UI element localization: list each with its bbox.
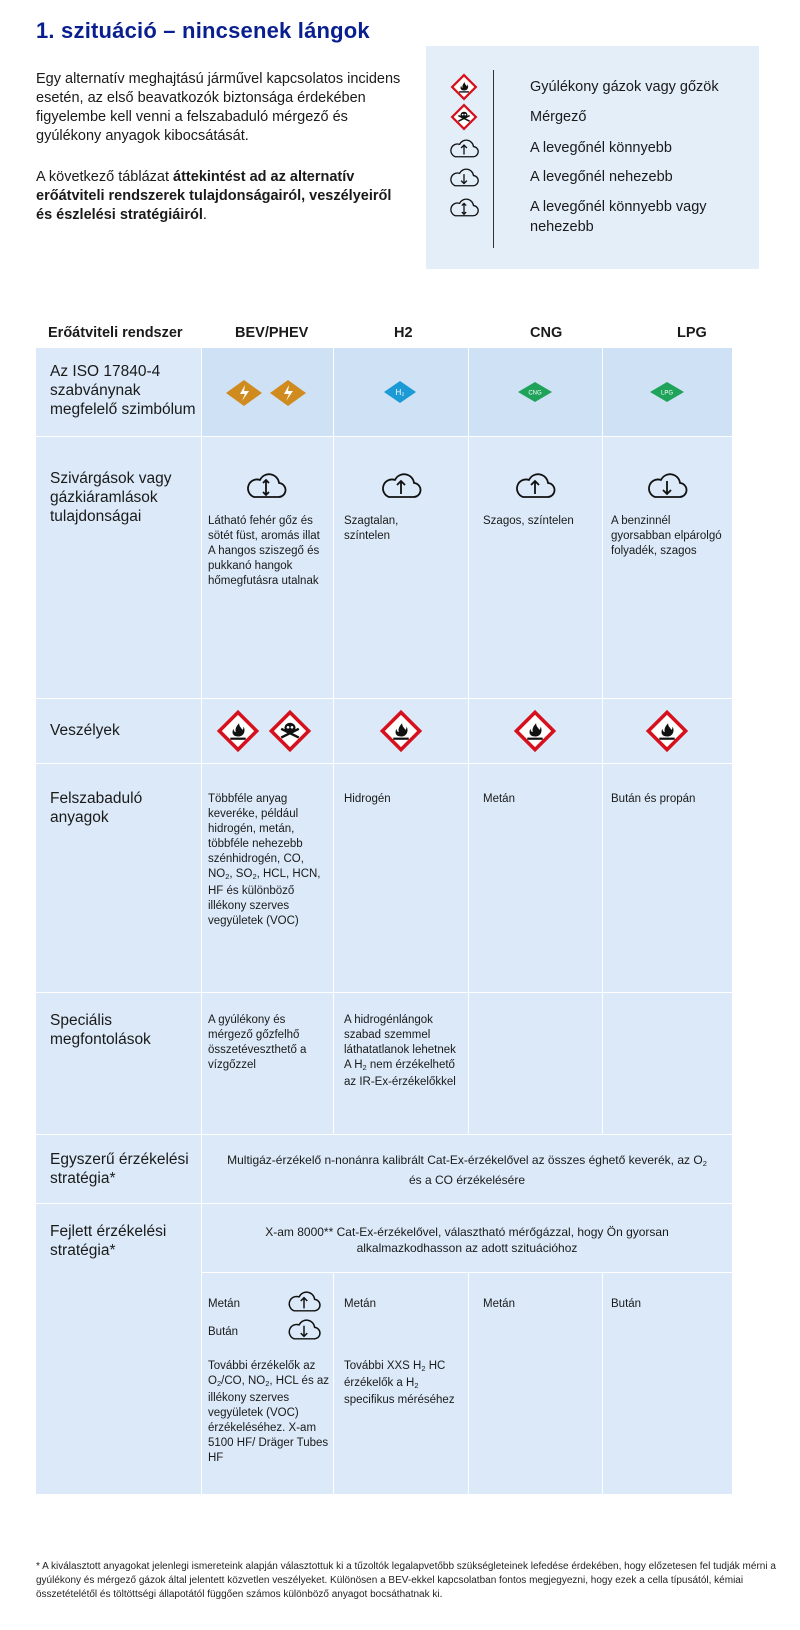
cloud-arrow-down-icon (286, 1315, 322, 1343)
toxic-hazard-icon (268, 709, 312, 753)
special-cell-cng (469, 993, 602, 1134)
legend-item-toxic: Mérgező (448, 104, 480, 130)
legend-item-heavier: A levegőnél nehezebb (448, 164, 480, 190)
label-cell-advanced: Fejlett érzékelési stratégia* (36, 1204, 201, 1494)
advanced-cell-h2: Metán További XXS $H_2$ HC érzékelők a $H_2$ specifikus méréséhez (334, 1273, 468, 1494)
legend-box (426, 46, 759, 269)
label-cell-simple: Egyszerű érzékelési stratégia* (36, 1135, 201, 1203)
legend-divider (493, 70, 494, 248)
advanced-cell-bev: Metán Bután További érzékelők az $O_2/CO$, $NO_2$, HCL és az illékony szerves vegyületek (VOC) érzékeléséhez. X-am 5100 HF/ Dräger Tubes HF (202, 1273, 333, 1494)
cloud-arrow-updown-icon (448, 194, 480, 220)
page-title: 1. szituáció – nincsenek lángok (36, 18, 370, 43)
flammable-hazard-icon (216, 709, 260, 753)
symbol-cell-lpg (603, 348, 732, 436)
props-cell-bev: Látható fehér gőz és sötét füst, aromás illat A hangos sziszegő és pukkanó hangok hőmegfutásra utalnak (202, 437, 333, 698)
bev-symbol-icon (224, 378, 312, 408)
svg-text:H₂: H₂ (395, 388, 405, 397)
label-cell-symbol: Az ISO 17840-4 szabványnak megfelelő szimbólum (36, 348, 201, 436)
header-lpg: LPG (677, 325, 707, 341)
cloud-arrow-down-icon (645, 469, 689, 501)
props-cell-h2: Szagtalan, színtelen (334, 437, 468, 698)
h2-symbol-icon (383, 380, 417, 404)
simple-strategy-cell: Multigáz-érzékelő n-nonánra kalibrált Cat-Ex-érzékelővel az összes éghető keverék, az $O_2$ és a CO érzékelésére (202, 1135, 732, 1203)
header-cng: CNG (530, 325, 563, 341)
header-h2: H2 (394, 325, 413, 341)
svg-text:CNG: CNG (528, 390, 542, 397)
svg-text:LPG: LPG (660, 390, 674, 397)
header-bev-phev: BEV/PHEV (235, 325, 309, 341)
hazards-cell-bev (202, 699, 333, 763)
label-cell-released: Felszabaduló anyagok (36, 764, 201, 992)
advanced-cell-cng: Metán (469, 1273, 602, 1494)
intro-text (36, 70, 406, 247)
label-cell-special: Speciális megfontolások (36, 993, 201, 1134)
advanced-strategy-cell: X-am 8000** Cat-Ex-érzékelővel, választható mérőgázzal, hogy Ön gyorsan alkalmazkodhasson az adott szituációhoz (202, 1204, 732, 1272)
intro-paragraph-1: Egy alternatív meghajtású járművel kapcsolatos incidens esetén, az első beavatkozók biztonsága érdekében figyelembe kell venni a felszabaduló mérgező és gyúlékony anyagok kibocsátását. (36, 71, 401, 144)
released-cell-lpg: Bután és propán (603, 764, 732, 992)
symbol-cell-cng (469, 348, 602, 436)
props-cell-lpg: A benzinnél gyorsabban elpárolgó folyadék, szagos (603, 437, 732, 698)
cng-symbol-icon (517, 380, 553, 404)
hazards-cell-cng (469, 699, 602, 763)
released-cell-cng: Metán (469, 764, 602, 992)
footnote: * A kiválasztott anyagokat jelenlegi ismereteink alapján választottuk ki a tűzoltók legalapvetőbb szükségleteinek lefedése érdekében, hogy előzetesen fel tudják mérni a gyúlékony és mérgező gázok által jelentett közvetlen veszélyeket. Különösen a BEV-ekkel kapcsolatban fontos megjegyezni, hogy ezek a cella típusától, kémiai összetételétől és töltöttségi állapotától függően számos különböző anyagot bocsáthatnak ki. (36, 1561, 776, 1600)
flammable-hazard-icon (645, 709, 689, 753)
cloud-arrow-up-icon (513, 469, 557, 501)
legend-item-lighter: A levegőnél könnyebb (448, 135, 480, 161)
legend-item-flammable: Gyúlékony gázok vagy gőzök (448, 74, 480, 100)
special-cell-bev: A gyúlékony és mérgező gőzfelhő összetéveszthető a vízgőzzel (202, 993, 333, 1134)
props-cell-cng: Szagos, színtelen (469, 437, 602, 698)
cloud-arrow-up-icon (286, 1287, 322, 1315)
intro-paragraph-2: A következő táblázat áttekintést ad az alternatív erőátviteli rendszerek tulajdonságairól, veszélyeiről és észlelési stratégiáiról. (36, 169, 392, 223)
cloud-arrow-up-icon (448, 135, 480, 161)
flammable-hazard-icon (513, 709, 557, 753)
released-cell-bev: Többféle anyag keveréke, például hidrogén, metán, többféle nehezebb szénhidrogén, CO, $NO_2$, $SO_2$, HCL, HCN, HF és különböző illékony szerves vegyületek (VOC) (202, 764, 333, 992)
flammable-hazard-icon (448, 74, 480, 100)
special-cell-h2: A hidrogénlángok szabad szemmel láthatatlanok lehetnek A $H_2$ nem érzékelhető az IR-Ex-érzékelőkkel (334, 993, 468, 1134)
special-cell-lpg (603, 993, 732, 1134)
flammable-hazard-icon (379, 709, 423, 753)
hazards-cell-lpg (603, 699, 732, 763)
header-powertrain: Erőátviteli rendszer (48, 325, 183, 341)
label-cell-hazards: Veszélyek (36, 699, 201, 763)
lpg-symbol-icon (649, 380, 685, 404)
cloud-arrow-updown-icon (244, 469, 288, 501)
symbol-cell-bev (202, 348, 333, 436)
legend-item-both: A levegőnél könnyebb vagy nehezebb (448, 194, 480, 220)
label-cell-props: Szivárgások vagy gázkiáramlások tulajdonságai (36, 437, 201, 698)
cloud-arrow-down-icon (448, 164, 480, 190)
released-cell-h2: Hidrogén (334, 764, 468, 992)
symbol-cell-h2 (334, 348, 468, 436)
toxic-hazard-icon (448, 104, 480, 130)
hazards-cell-h2 (334, 699, 468, 763)
advanced-cell-lpg: Bután (603, 1273, 732, 1494)
cloud-arrow-up-icon (379, 469, 423, 501)
